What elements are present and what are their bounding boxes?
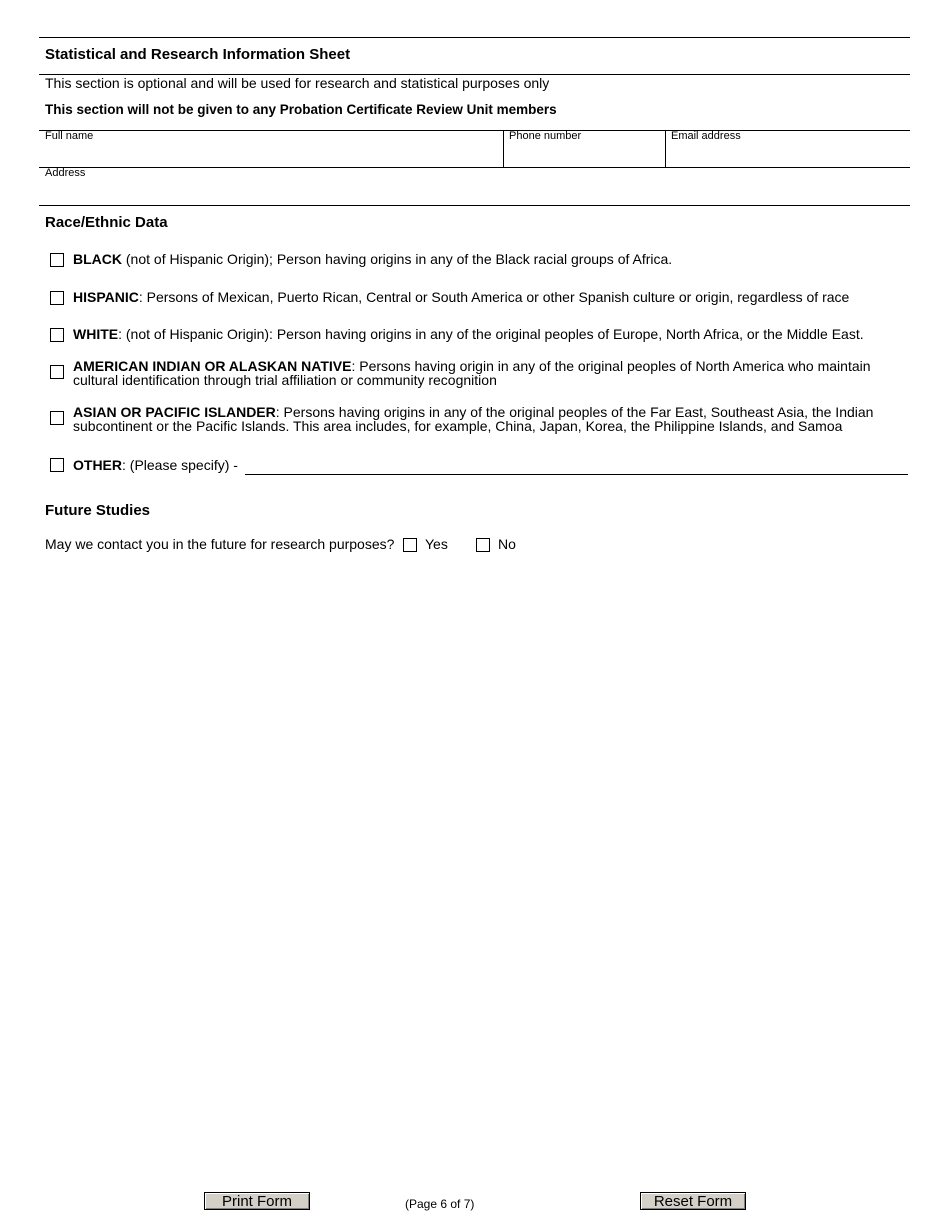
asian-pacific-checkbox[interactable] [50,411,64,425]
hispanic-checkbox[interactable] [50,291,64,305]
fields-top-border [39,130,910,131]
other-option-label [73,457,238,473]
option-description: : Persons of Mexican, Puerto Rican, Central or South America or other Spanish culture or origin, regardless of race [138,289,850,305]
black-option-label [73,252,893,266]
confidential-note: This section will not be given to any Probation Certificate Review Unit members [45,102,557,117]
field-separator [665,130,666,167]
page-indicator: (Page 6 of 7) [405,1197,475,1211]
contact-question: May we contact you in the future for research purposes? [45,536,395,552]
fields-bottom-border [39,205,910,206]
option-description: (not of Hispanic Origin); Person having origins in any of the Black racial groups of Africa. [122,251,673,267]
option-term: ASIAN OR PACIFIC ISLANDER [73,404,276,420]
black-checkbox[interactable] [50,253,64,267]
option-term: BLACK [73,251,122,267]
asian-pacific-option-label [73,405,893,433]
future-studies-heading: Future Studies [45,502,151,519]
email-address-field[interactable] [671,146,905,164]
option-description: : Persons having origins in any of the original peoples of the Far East, Southeast Asia, the Indian subcontinent or the Pacific Islands. This area includes, for example, China, Japan, Korea, the Philippine Islands, and Samoa [73,404,874,434]
american-indian-checkbox[interactable] [50,365,64,379]
reset-form-button[interactable]: Reset Form [640,1192,746,1210]
option-description: : (Please specify) - [122,457,238,473]
contact-no-label: No [498,536,516,552]
form-title: Statistical and Research Information Sheet [45,46,351,63]
contact-yes-checkbox[interactable] [403,538,417,552]
full-name-field[interactable] [45,146,497,164]
phone-number-label: Phone number [509,130,582,142]
hispanic-option-label [73,290,893,304]
fields-middle-border [39,167,910,168]
option-term: OTHER [73,457,122,473]
contact-yes-label: Yes [425,536,448,552]
top-divider [39,37,910,38]
optional-note: This section is optional and will be used for research and statistical purposes only [45,75,550,91]
field-separator [503,130,504,167]
other-specify-field[interactable] [247,455,907,473]
option-term: WHITE [73,326,119,342]
address-field[interactable] [45,183,905,201]
option-term: HISPANIC [73,289,139,305]
full-name-label: Full name [45,130,94,142]
white-checkbox[interactable] [50,328,64,342]
option-description: : Persons having origin in any of the original peoples of North America who maintain cultural identification through trial affiliation or community recognition [73,358,871,388]
address-label: Address [45,167,86,179]
other-specify-underline [245,474,908,475]
phone-number-field[interactable] [509,146,659,164]
print-form-button[interactable]: Print Form [204,1192,310,1210]
american-indian-option-label [73,359,893,387]
contact-no-checkbox[interactable] [476,538,490,552]
white-option-label [73,327,893,341]
email-address-label: Email address [671,130,741,142]
option-description: : (not of Hispanic Origin): Person having origins in any of the original peoples of Europe, North Africa, or the Middle East. [118,326,864,342]
race-section-heading: Race/Ethnic Data [45,214,168,231]
option-term: AMERICAN INDIAN OR ALASKAN NATIVE [73,358,352,374]
other-checkbox[interactable] [50,458,64,472]
